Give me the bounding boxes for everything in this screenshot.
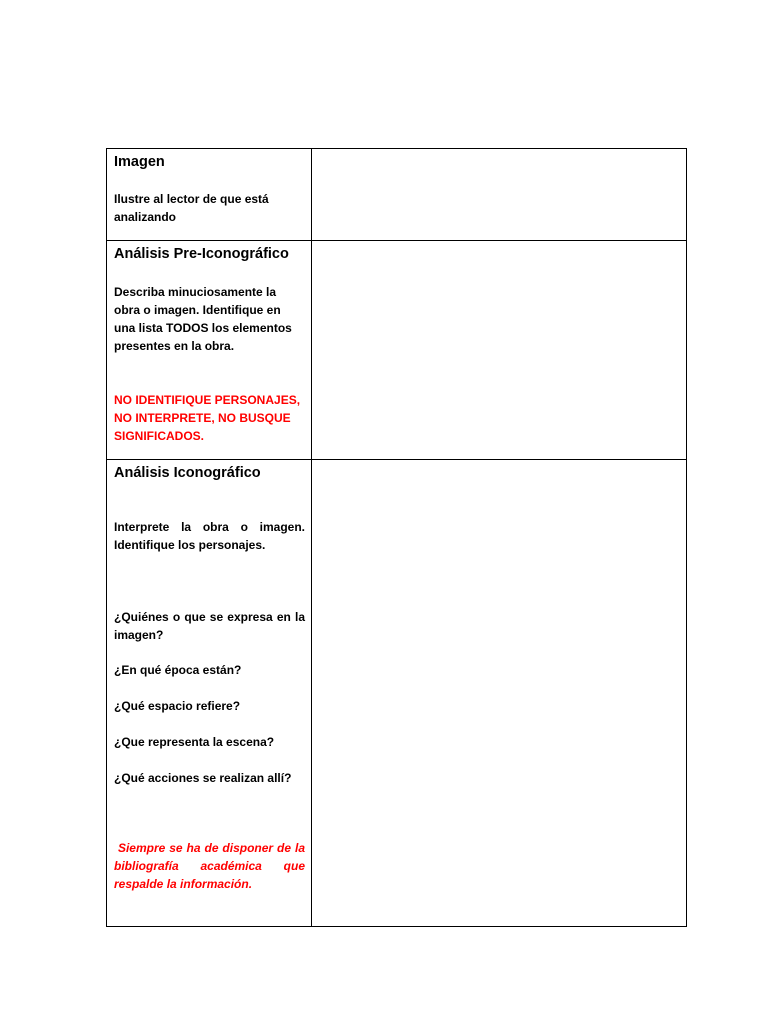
table-row-imagen <box>107 149 687 241</box>
row-instruction: Describa minuciosamente la obra o imagen. Identifique en una lista TODOS los elementos presentes en la obra. <box>114 285 292 353</box>
warning-text: NO IDENTIFIQUE PERSONAJES, NO INTERPRETE, NO BUSQUE SIGNIFICADOS. <box>114 393 301 443</box>
answer-cell-imagen[interactable] <box>312 149 687 241</box>
row-heading: Imagen <box>114 154 165 170</box>
row-instruction: Interprete la obra o imagen. Identifique los personajes. <box>114 520 305 552</box>
answer-cell-iconografico[interactable] <box>312 460 687 927</box>
label-cell-imagen <box>107 149 312 241</box>
question-item: ¿Qué acciones se realizan allí? <box>114 771 292 785</box>
question-item: ¿Quiénes o que se expresa en la imagen? <box>114 610 305 642</box>
question-item: ¿En qué época están? <box>114 663 242 677</box>
analysis-table <box>106 148 687 927</box>
question-item: ¿Que representa la escena? <box>114 735 275 749</box>
question-item: ¿Qué espacio refiere? <box>114 699 241 713</box>
table-row-iconografico <box>107 460 687 927</box>
row-instruction: Ilustre al lector de que está analizando <box>114 192 269 224</box>
table-row-pre-iconografico <box>107 241 687 460</box>
note-text: Siempre se ha de disponer de la bibliografía académica que respalde la información. <box>114 841 309 891</box>
label-cell-pre-iconografico <box>107 241 312 460</box>
label-cell-iconografico <box>107 460 312 927</box>
row-heading: Análisis Iconográfico <box>114 465 261 481</box>
row-heading: Análisis Pre-Iconográfico <box>114 246 289 262</box>
answer-cell-pre-iconografico[interactable] <box>312 241 687 460</box>
